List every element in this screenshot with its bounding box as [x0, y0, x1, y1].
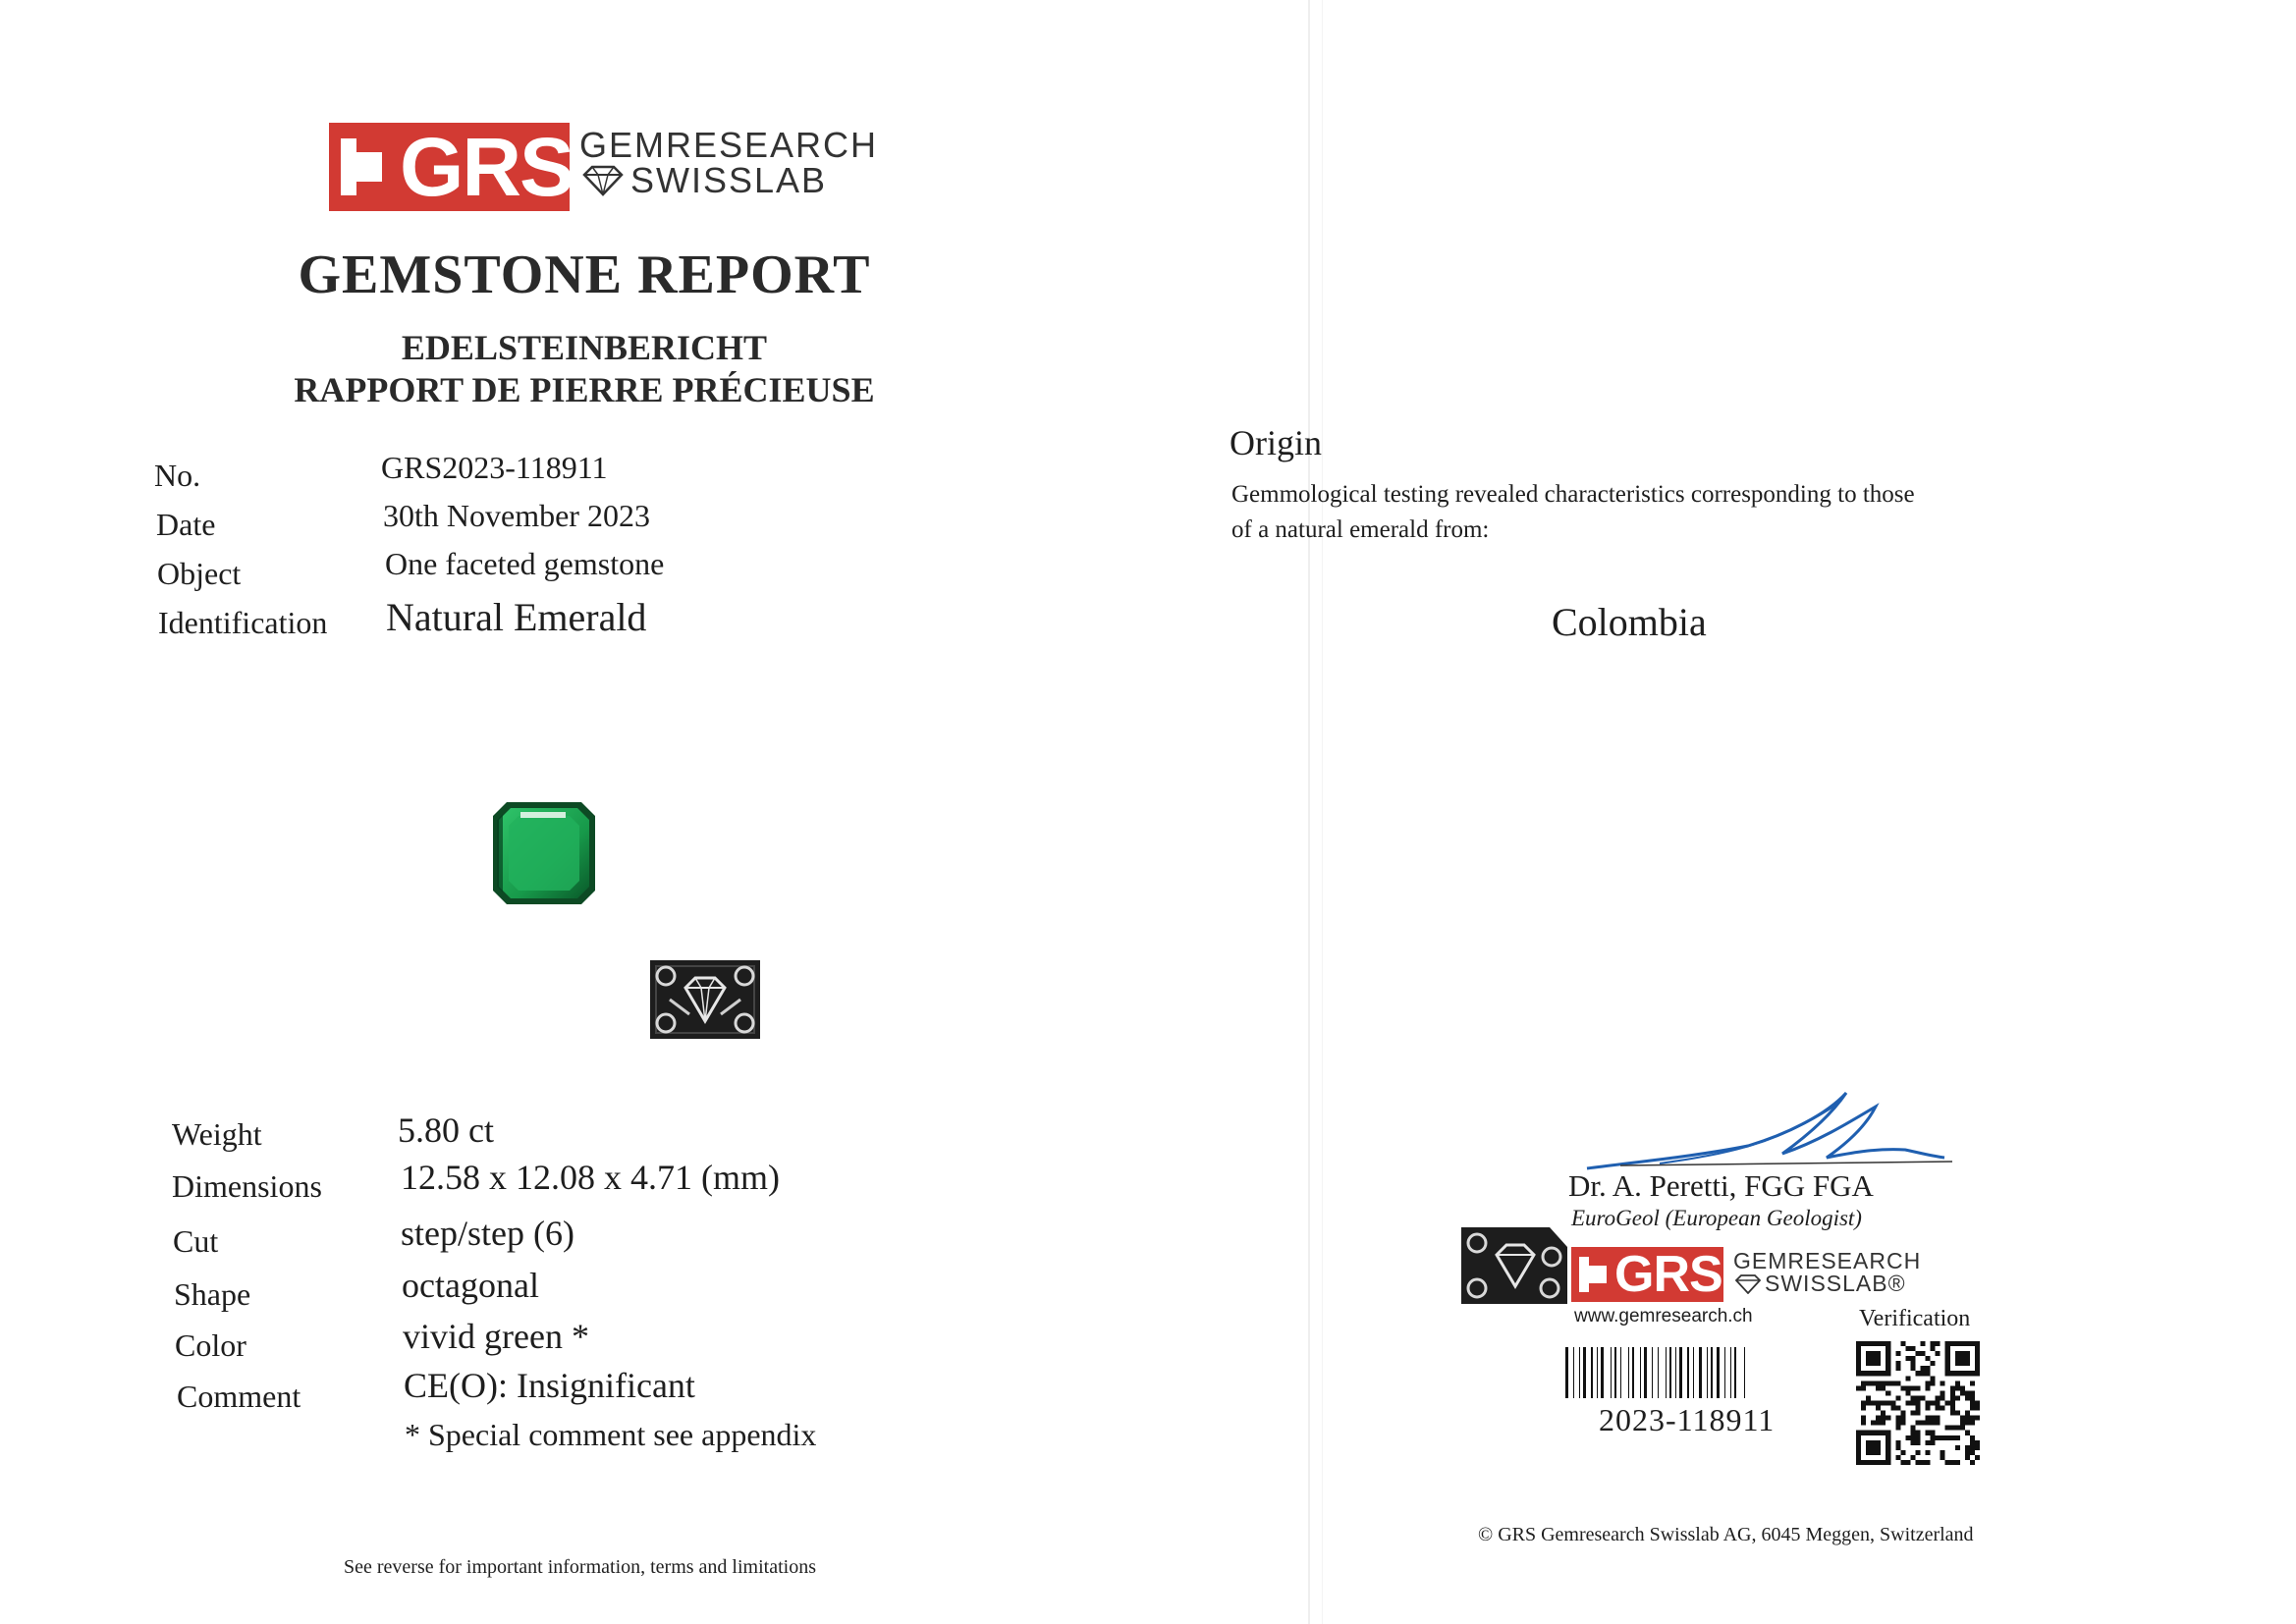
special-comment-note: * Special comment see appendix — [405, 1417, 817, 1452]
signer-title: EuroGeol (European Geologist) — [1571, 1206, 1862, 1230]
value-color: vivid green * — [403, 1317, 589, 1356]
origin-heading: Origin — [1230, 423, 1322, 462]
origin-text-line1: Gemmological testing revealed characteristics corresponding to those — [1231, 481, 1915, 508]
grs-logo-small-letters: GRS — [1614, 1246, 1722, 1303]
value-date: 30th November 2023 — [383, 498, 650, 533]
label-shape: Shape — [174, 1276, 251, 1312]
value-weight: 5.80 ct — [398, 1110, 494, 1150]
value-dimensions: 12.58 x 12.08 x 4.71 (mm) — [401, 1158, 780, 1197]
label-number: No. — [154, 458, 201, 493]
verification-qr-code[interactable] — [1856, 1341, 1980, 1465]
page-fold-shadow — [1322, 0, 1323, 1624]
verification-label: Verification — [1859, 1306, 1971, 1331]
grs-logo-letters: GRS — [400, 121, 574, 213]
diamond-small-icon — [1734, 1274, 1762, 1294]
emerald-stone-icon — [491, 800, 597, 906]
website-link[interactable]: www.gemresearch.ch — [1574, 1306, 1753, 1326]
page-fold-line — [1308, 0, 1310, 1624]
value-comment: CE(O): Insignificant — [404, 1366, 695, 1405]
logo-line1: GEMRESEARCH — [579, 125, 879, 165]
label-identification: Identification — [158, 605, 328, 640]
label-weight: Weight — [172, 1116, 262, 1152]
origin-country: Colombia — [1552, 600, 1707, 644]
value-object: One faceted gemstone — [385, 546, 665, 581]
value-cut: step/step (6) — [401, 1214, 574, 1253]
grs-logo — [329, 121, 574, 213]
signature-handwritten — [1581, 1085, 1954, 1173]
label-dimensions: Dimensions — [172, 1168, 322, 1204]
label-date: Date — [156, 507, 216, 542]
value-shape: octagonal — [402, 1266, 539, 1305]
label-object: Object — [157, 556, 242, 591]
copyright-footer: © GRS Gemresearch Swisslab AG, 6045 Meggen, Switzerland — [1478, 1524, 1974, 1545]
label-color: Color — [175, 1327, 246, 1363]
value-identification: Natural Emerald — [386, 595, 647, 639]
signer-name: Dr. A. Peretti, FGG FGA — [1568, 1168, 1874, 1203]
grs-hologram-seal-icon — [650, 960, 760, 1039]
grs-hologram-small-icon — [1461, 1227, 1567, 1304]
logo-small-line2: SWISSLAB® — [1765, 1271, 1906, 1296]
report-title-french: RAPPORT DE PIERRE PRÉCIEUSE — [294, 370, 875, 409]
report-title: GEMSTONE REPORT — [298, 244, 871, 305]
report-title-german: EDELSTEINBERICHT — [401, 328, 768, 367]
logo-small-line1: GEMRESEARCH — [1733, 1248, 1922, 1273]
grs-logo-small — [1571, 1247, 1723, 1302]
label-comment: Comment — [177, 1379, 301, 1414]
barcode — [1563, 1347, 1809, 1398]
label-cut: Cut — [173, 1223, 219, 1259]
logo-line2: SWISSLAB — [630, 160, 828, 200]
origin-text-line2: of a natural emerald from: — [1231, 516, 1490, 543]
barcode-number: 2023-118911 — [1599, 1402, 1776, 1437]
value-number: GRS2023-118911 — [381, 450, 608, 485]
diamond-icon — [580, 165, 626, 196]
footer-terms: See reverse for important information, terms and limitations — [344, 1556, 816, 1578]
